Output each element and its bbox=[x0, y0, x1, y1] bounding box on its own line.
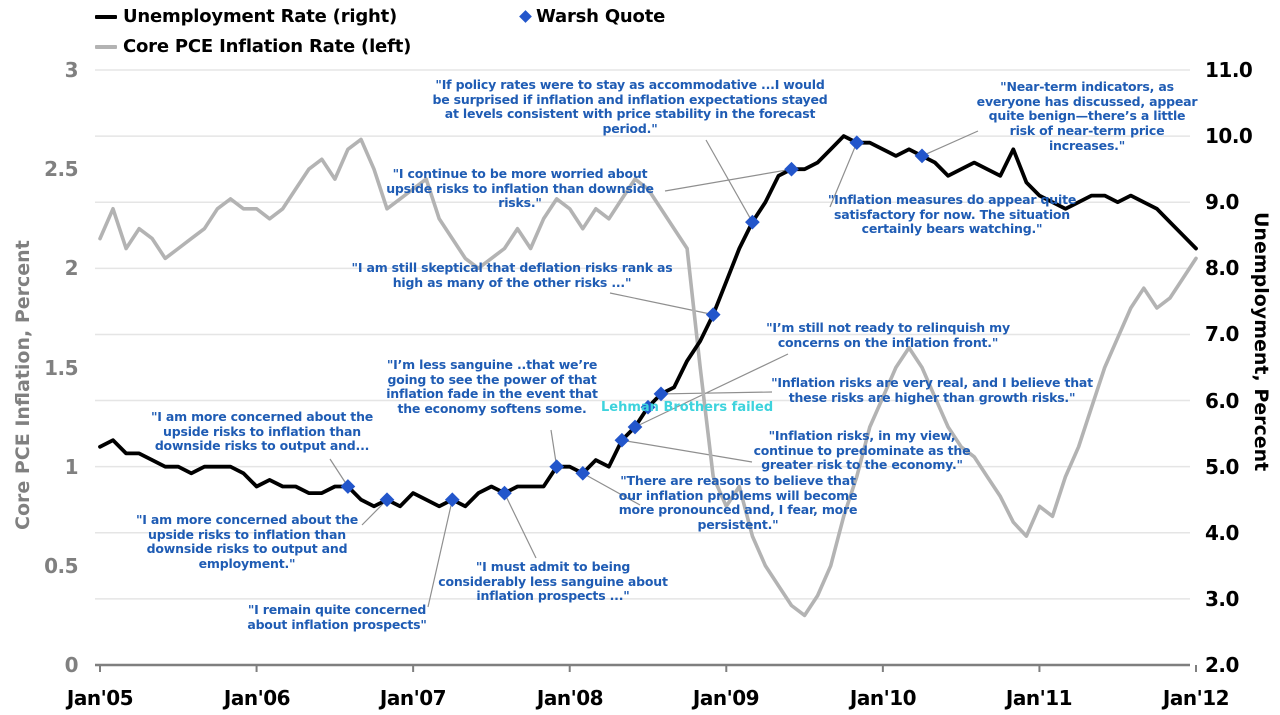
right-axis-title: Unemployment, Percent bbox=[1250, 212, 1272, 472]
right-axis-tick: 8.0 bbox=[1205, 256, 1239, 280]
warsh-quote-diamond bbox=[915, 149, 930, 164]
x-axis-tick: Jan'10 bbox=[849, 686, 917, 710]
quote-annotation: "Inflation risks are very real, and I believe that these risks are higher than growth risks." bbox=[771, 375, 1093, 405]
quote-annotation: "I am still skeptical that deflation risks rank as high as many of the other risks ..." bbox=[351, 260, 673, 290]
quote-annotation: "I’m less sanguine ..that we’re going to see the power of that inflation fade in the event that the economy softens some. bbox=[386, 357, 598, 416]
quote-annotation: "I am more concerned about the upside risks to inflation than downside risks to output and employment." bbox=[135, 512, 359, 571]
warsh-quote-diamond bbox=[849, 135, 864, 150]
right-axis-tick: 5.0 bbox=[1205, 455, 1239, 479]
legend-item-unemployment bbox=[95, 6, 397, 27]
legend-item-core-pce bbox=[95, 36, 411, 57]
quote-leader-line bbox=[610, 293, 713, 315]
legend-core-pce-label: Core PCE Inflation Rate (left) bbox=[123, 36, 412, 57]
left-axis-tick: 2.5 bbox=[44, 157, 78, 181]
x-axis-tick: Jan'05 bbox=[66, 686, 134, 710]
quote-leader-line bbox=[622, 440, 752, 462]
left-axis-tick: 0.5 bbox=[44, 554, 78, 578]
right-axis-tick: 6.0 bbox=[1205, 389, 1239, 413]
x-axis-tick: Jan'07 bbox=[379, 686, 447, 710]
warsh-quote-diamond bbox=[706, 307, 721, 322]
quote-leader-line bbox=[661, 392, 772, 394]
core-pce-line-swatch bbox=[95, 45, 117, 49]
right-axis-tick: 3.0 bbox=[1205, 587, 1239, 611]
x-axis-tick: Jan'11 bbox=[1005, 686, 1073, 710]
quote-annotation: "I’m still not ready to relinquish my concerns on the inflation front." bbox=[766, 320, 1010, 350]
right-axis-tick: 4.0 bbox=[1205, 521, 1239, 545]
left-axis-tick: 2 bbox=[64, 256, 78, 280]
warsh-quote-diamond bbox=[784, 162, 799, 177]
right-axis-tick: 7.0 bbox=[1205, 322, 1239, 346]
quote-annotation: "Inflation measures do appear quite satisfactory for now. The situation certainly bears watching." bbox=[827, 192, 1077, 237]
legend-warsh-label: Warsh Quote bbox=[536, 6, 666, 27]
right-axis-tick: 9.0 bbox=[1205, 190, 1239, 214]
quote-annotation: "I continue to be more worried about upside risks to inflation than downside risks." bbox=[386, 166, 654, 211]
x-axis-tick: Jan'06 bbox=[223, 686, 291, 710]
quote-annotation: "There are reasons to believe that our inflation problems will become more pronounced and, I fear, more persistent." bbox=[618, 473, 858, 532]
left-axis-tick: 0 bbox=[64, 653, 78, 677]
legend-item-warsh-quote bbox=[521, 6, 665, 27]
quote-annotation: "If policy rates were to stay as accommodative ...I would be surprised if inflation and inflation expectations stayed at levels consistent with price stability in the forecast period." bbox=[432, 77, 828, 136]
right-axis-tick: 2.0 bbox=[1205, 653, 1239, 677]
lehman-event-label: Lehman Brothers failed bbox=[601, 400, 774, 415]
x-axis-tick: Jan'08 bbox=[536, 686, 604, 710]
warsh-quote-diamond bbox=[497, 486, 512, 501]
right-axis-tick: 11.0 bbox=[1205, 58, 1253, 82]
x-axis-tick: Jan'12 bbox=[1162, 686, 1230, 710]
quote-leader-line bbox=[504, 493, 536, 558]
quote-leader-line bbox=[706, 140, 752, 222]
quote-leader-line bbox=[922, 131, 978, 156]
warsh-quote-diamond bbox=[445, 492, 460, 507]
quote-annotation: "I must admit to being considerably less sanguine about inflation prospects ..." bbox=[438, 559, 668, 604]
x-axis-tick: Jan'09 bbox=[692, 686, 760, 710]
unemployment-line-swatch bbox=[95, 15, 117, 19]
left-axis-tick: 1 bbox=[64, 455, 78, 479]
quote-annotation: "Inflation risks, in my view, continue to predominate as the greater risk to the economy." bbox=[753, 428, 971, 473]
left-axis-title: Core PCE Inflation, Percent bbox=[12, 240, 34, 530]
right-axis-tick: 10.0 bbox=[1205, 124, 1253, 148]
left-axis-tick: 3 bbox=[64, 58, 78, 82]
warsh-diamond-swatch bbox=[519, 10, 532, 23]
left-axis-tick: 1.5 bbox=[44, 356, 78, 380]
quote-annotation: "Near-term indicators, as everyone has discussed, appear quite benign—there’s a little risk of near-term price increases." bbox=[976, 79, 1198, 153]
legend-unemployment-label: Unemployment Rate (right) bbox=[123, 6, 398, 27]
quote-annotation: "I remain quite concerned about inflation prospects" bbox=[247, 602, 427, 632]
quote-annotation: "I am more concerned about the upside risks to inflation than downside risks to output and... bbox=[150, 409, 374, 454]
